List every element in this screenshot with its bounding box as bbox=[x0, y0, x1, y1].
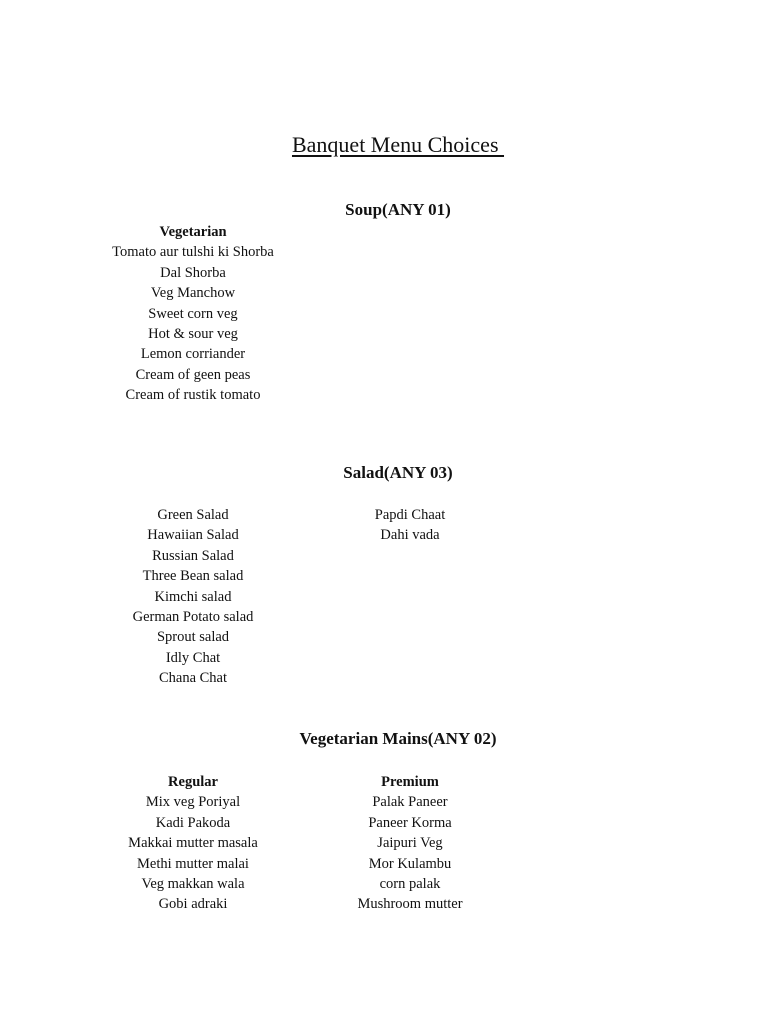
soup-item: Sweet corn veg bbox=[148, 305, 238, 322]
soup-item: Hot & sour veg bbox=[148, 326, 238, 343]
page-title: Banquet Menu Choices bbox=[291, 132, 505, 157]
salad-item: Russian Salad bbox=[152, 547, 234, 564]
mains-regular-item: Veg makkan wala bbox=[141, 876, 245, 893]
mains-premium-header: Premium bbox=[381, 774, 439, 790]
mains-regular-item: Gobi adraki bbox=[158, 896, 228, 913]
mains-regular-item: Mix veg Poriyal bbox=[145, 794, 241, 811]
salad-item: Sprout salad bbox=[156, 629, 230, 646]
mains-regular-item: Kadi Pakoda bbox=[155, 814, 231, 831]
salad-item: Chana Chat bbox=[158, 670, 228, 687]
soup-item: Cream of geen peas bbox=[135, 366, 251, 383]
mains-regular-item: Makkai mutter masala bbox=[128, 835, 258, 852]
mains-premium-item: Paneer Korma bbox=[368, 814, 452, 831]
soup-item: Veg Manchow bbox=[150, 285, 236, 302]
salad-heading: Salad(ANY 03) bbox=[343, 463, 453, 482]
mains-heading: Vegetarian Mains(ANY 02) bbox=[299, 729, 497, 748]
salad-item: Hawaiian Salad bbox=[147, 527, 239, 544]
soup-item: Tomato aur tulshi ki Shorba bbox=[112, 244, 274, 261]
mains-premium-item: Palak Paneer bbox=[372, 794, 448, 811]
salad-chaat-item: Papdi Chaat bbox=[374, 507, 446, 523]
salad-item: Kimchi salad bbox=[154, 588, 232, 605]
salad-chaat-item: Dahi vada bbox=[380, 527, 440, 544]
salad-left-column bbox=[73, 505, 313, 689]
mains-premium-column bbox=[290, 772, 530, 915]
mains-regular-header: Regular bbox=[168, 774, 218, 790]
mains-regular-column bbox=[73, 772, 313, 915]
soup-vegetarian-header: Vegetarian bbox=[159, 224, 227, 240]
mains-premium-item: Jaipuri Veg bbox=[377, 835, 443, 852]
soup-vegetarian-column bbox=[73, 222, 313, 406]
salad-item: Idly Chat bbox=[165, 649, 221, 666]
mains-regular-item: Methi mutter malai bbox=[137, 855, 249, 872]
soup-heading: Soup(ANY 01) bbox=[345, 200, 451, 219]
mains-premium-item: Mor Kulambu bbox=[368, 855, 452, 872]
salad-item: Green Salad bbox=[157, 507, 229, 523]
mains-premium-item: corn palak bbox=[379, 876, 441, 893]
salad-item: Three Bean salad bbox=[142, 568, 244, 585]
salad-item: German Potato salad bbox=[132, 609, 254, 626]
mains-premium-item: Mushroom mutter bbox=[357, 896, 463, 913]
soup-item: Lemon corriander bbox=[140, 346, 246, 363]
soup-item: Dal Shorba bbox=[160, 264, 226, 281]
salad-right-column bbox=[290, 505, 530, 546]
soup-item: Cream of rustik tomato bbox=[125, 387, 261, 404]
